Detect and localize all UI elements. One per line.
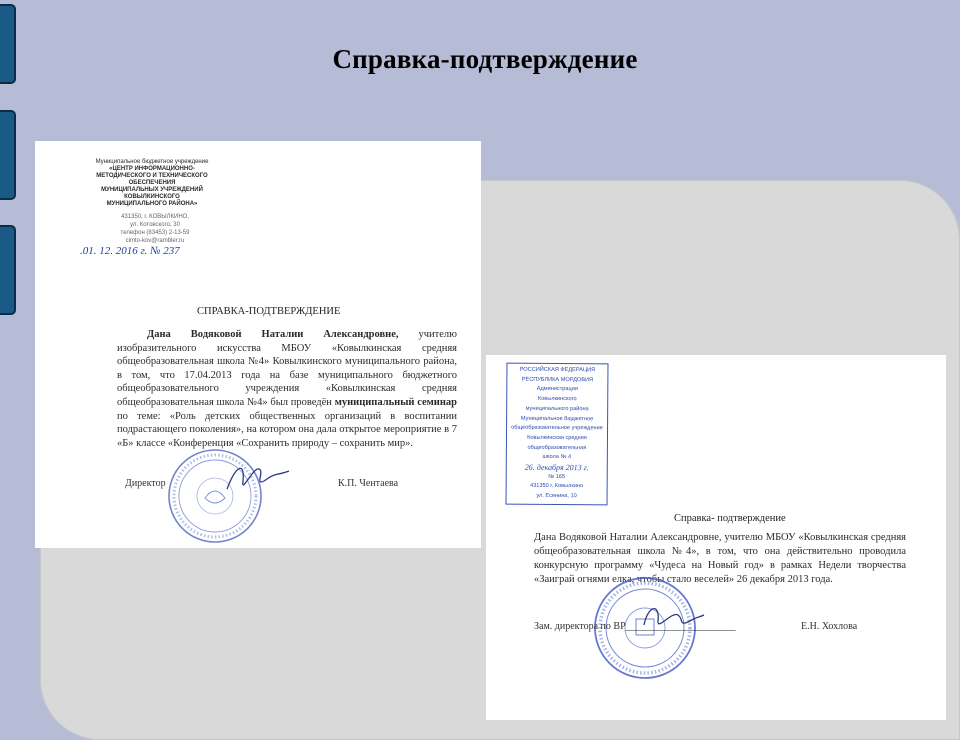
document-body xyxy=(117,328,457,450)
stamp-line: общеобразовательная xyxy=(527,444,587,451)
address-line: cimto-kov@rambler.ru xyxy=(125,238,185,244)
stamp-line: Муниципальное бюджетное xyxy=(520,415,594,422)
document-title: Справка- подтверждение xyxy=(674,513,786,524)
header-line: «ЦЕНТР ИНФОРМАЦИОННО- xyxy=(109,166,195,172)
organization-header xyxy=(67,159,237,208)
stamp-line: № 165 xyxy=(548,473,566,480)
organization-address xyxy=(85,213,225,245)
stamp-line: РОССИЙСКАЯ ФЕДЕРАЦИЯ xyxy=(519,366,596,374)
signature-name: К.П. Чентаева xyxy=(338,478,399,489)
side-tab-3 xyxy=(0,225,16,315)
address-line: телефон (83453) 2-13-59 xyxy=(120,230,190,236)
body-text-part: учителю изобразительного искусства МБОУ «Ковылкинская средняя общеобразовательная школа №4» Ковылкинского муниципального района, в том, что 17.04.2013 года на базе муниципального бюджетного общеобразовательного учреждения «Ковылкинская средняя общеобразовательная школа №4» был проведён xyxy=(117,329,458,408)
stamp-line: школа № 4 xyxy=(542,454,572,461)
stamp-date: 26. декабря 2013 г. xyxy=(524,462,589,473)
body-text-part: по теме: «Роль детских общественных организаций в воспитании подрастающего поколения», на котором она дала открытое мероприятие в 7 «Б» классе «Конференция «Сохранить природу – сохранить мир». xyxy=(117,410,457,449)
header-line: ОБЕСПЕЧЕНИЯ xyxy=(128,180,176,186)
header-line: МУНИЦИПАЛЬНОГО РАЙОНА» xyxy=(106,201,198,207)
rectangular-stamp xyxy=(506,363,609,506)
document-scan-1 xyxy=(35,141,481,548)
stamp-line: общеобразовательное учреждение xyxy=(511,424,603,432)
recipient-name: Дана Водяковой Наталии Александровне, xyxy=(147,329,399,340)
document-body: Дана Водяковой Наталии Александровне, учителю МБОУ «Ковылкинская средняя общеобразовательная школа №4», в том, что она действительно проводила конкурсную программу «Чудеса на Новый год» в рамках Недели творчества «Заиграй огнями елка, чтобы стало веселей» 26 декабря 2013 года. xyxy=(534,532,906,585)
stamp-line: 431350 г. Ковылкино xyxy=(530,483,584,490)
document-title: СПРАВКА-ПОДТВЕРЖДЕНИЕ xyxy=(197,306,341,317)
address-line: ул. Котовского, 30 xyxy=(130,222,180,228)
document-scan-2 xyxy=(486,355,946,720)
stamp-line: ул. Есенина, 10 xyxy=(536,492,577,500)
slide-title: Справка-подтверждение xyxy=(332,44,638,74)
stamp-line: муниципального района xyxy=(525,405,589,413)
stamp-line: Ковылкинского xyxy=(537,395,577,403)
header-line: МУНИЦИПАЛЬНЫХ УЧРЕЖДЕНИЙ xyxy=(101,187,203,193)
address-line: 431350, г. КОВЫЛКИНО, xyxy=(121,214,189,220)
header-line: МЕТОДИЧЕСКОГО И ТЕХНИЧЕСКОГО xyxy=(96,173,208,179)
stamp-line: РЕСПУБЛИКА МОРДОВИЯ xyxy=(521,376,594,383)
seminar-label: муниципальный семинар xyxy=(334,396,457,408)
stamp-line: Администрация xyxy=(536,386,578,393)
header-line: Муниципальное бюджетное учреждение xyxy=(95,159,209,165)
signature-name: Е.Н. Хохлова xyxy=(801,621,858,632)
header-line: КОВЫЛКИНСКОГО xyxy=(124,194,180,200)
registration-number: .01. 12. 2016 г. № 237 xyxy=(80,245,180,257)
stamp-line: Ковылкинская средняя xyxy=(527,434,587,442)
director-signature xyxy=(223,459,293,499)
signature-line: ______________________ xyxy=(625,621,736,632)
signature-role: Директор xyxy=(125,478,166,489)
signature-role xyxy=(534,621,736,632)
side-tab-2 xyxy=(0,110,16,200)
signature-role-text: Зам. директора по ВР xyxy=(534,621,626,632)
